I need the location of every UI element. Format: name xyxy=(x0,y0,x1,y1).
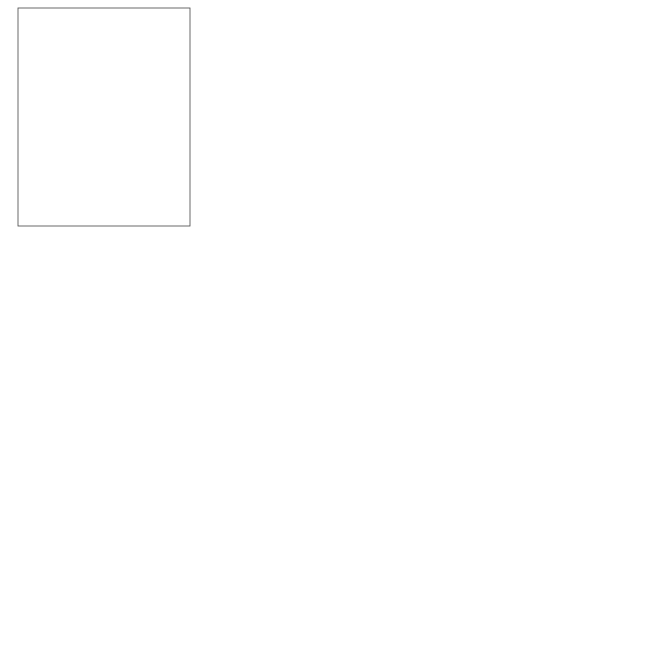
panel-e-checkpoint xyxy=(404,256,648,474)
exhaustion-violin-plot xyxy=(0,252,400,474)
checkpoint-violin-grid xyxy=(404,256,648,474)
panel-d-exhaustion xyxy=(0,252,400,474)
panel-g-gsea xyxy=(384,478,648,669)
umap-plot xyxy=(0,0,196,248)
panel-f-gsva xyxy=(0,478,380,669)
panel-a-umap xyxy=(0,0,196,248)
panel-c-heatmap xyxy=(328,0,648,248)
violin-marker-genes xyxy=(202,0,326,262)
gsva-box-plots xyxy=(0,478,380,669)
gsea-enrichment-plot xyxy=(384,478,648,669)
panel-b-violin xyxy=(202,0,322,262)
correlation-heatmap xyxy=(328,0,648,248)
